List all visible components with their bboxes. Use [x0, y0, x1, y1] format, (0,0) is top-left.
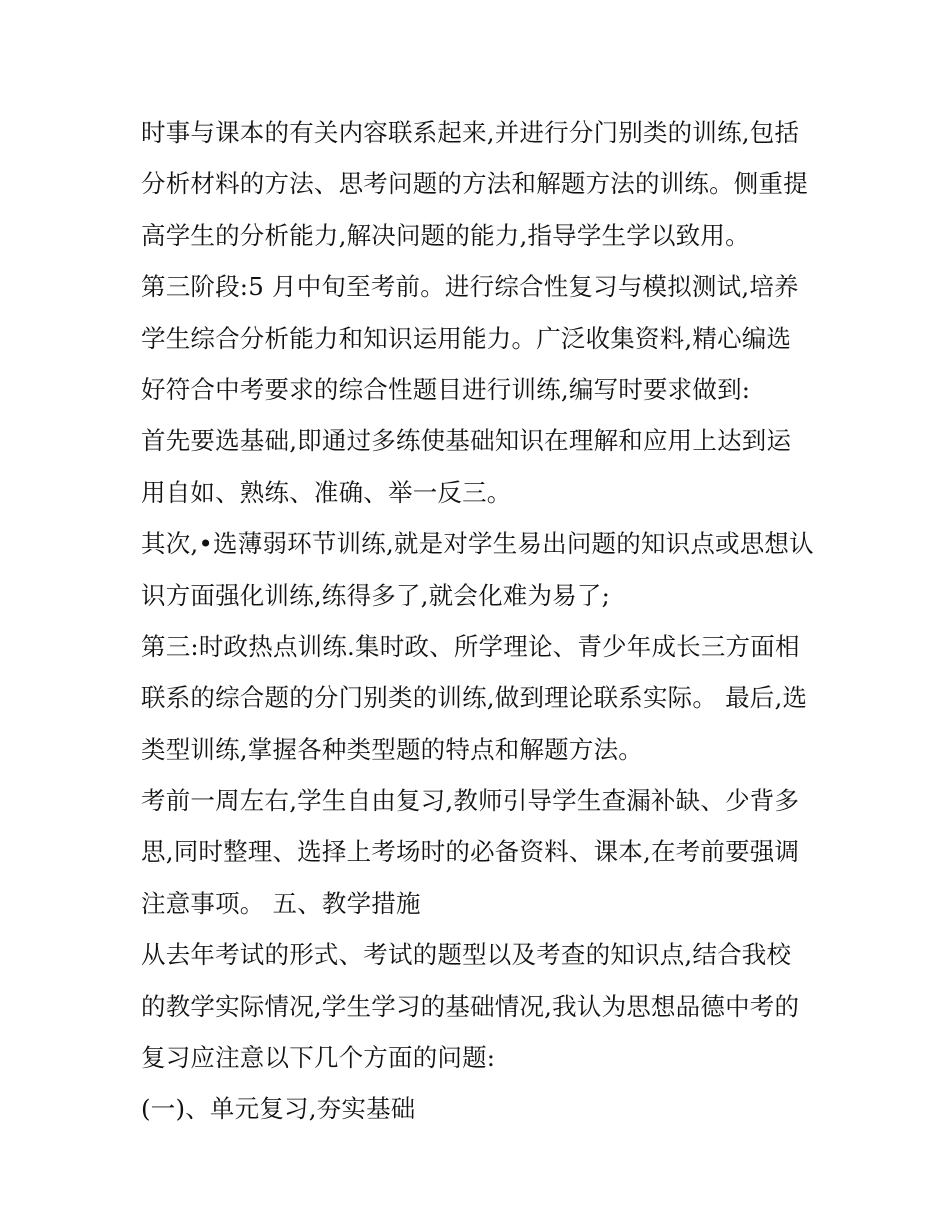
- text-line: 识方面强化训练,练得多了,就会化难为易了;: [141, 580, 611, 610]
- text-line: 的教学实际情况,学生学习的基础情况,我认为思想品德中考的: [141, 991, 800, 1021]
- text-line: 时事与课本的有关内容联系起来,并进行分门别类的训练,包括: [141, 118, 800, 147]
- text-line: 分析材料的方法、思考问题的方法和解题方法的训练。侧重提: [141, 169, 808, 199]
- text-line: (一)、单元复习,夯实基础: [141, 1094, 416, 1124]
- text-line: 思,同时整理、选择上考场时的必备资料、课本,在考前要强调: [141, 837, 800, 867]
- text-line: 考前一周左右,学生自由复习,教师引导学生查漏补缺、少背多: [141, 786, 800, 816]
- text-line: 其次,•选薄弱环节训练,就是对学生易出问题的知识点或思想认: [141, 529, 814, 559]
- text-line: 高学生的分析能力,解决问题的能力,指导学生学以致用。: [141, 220, 750, 250]
- text-line: 首先要选基础,即通过多练使基础知识在理解和应用上达到运: [141, 426, 792, 456]
- text-line: 第三:时政热点训练.集时政、所学理论、青少年成长三方面相: [141, 631, 800, 661]
- text-line: 用自如、熟练、准确、举一反三。: [141, 477, 512, 507]
- text-line: 注意事项。 五、教学措施: [141, 888, 421, 918]
- text-line: 类型训练,掌握各种类型题的特点和解题方法。: [141, 734, 643, 764]
- text-line: 学生综合分析能力和知识运用能力。广泛收集资料,精心编选: [141, 323, 792, 353]
- text-line: 第三阶段:5 月中旬至考前。进行综合性复习与模拟测试,培养: [141, 272, 799, 302]
- text-line: 复习应注意以下几个方面的问题:: [141, 1043, 496, 1073]
- text-line: 好符合中考要求的综合性题目进行训练,编写时要求做到:: [141, 374, 751, 404]
- document-body: [141, 107, 821, 1135]
- text-line: 从去年考试的形式、考试的题型以及考查的知识点,结合我校: [141, 940, 792, 970]
- text-line: 联系的综合题的分门别类的训练,做到理论联系实际。 最后,选: [141, 683, 808, 713]
